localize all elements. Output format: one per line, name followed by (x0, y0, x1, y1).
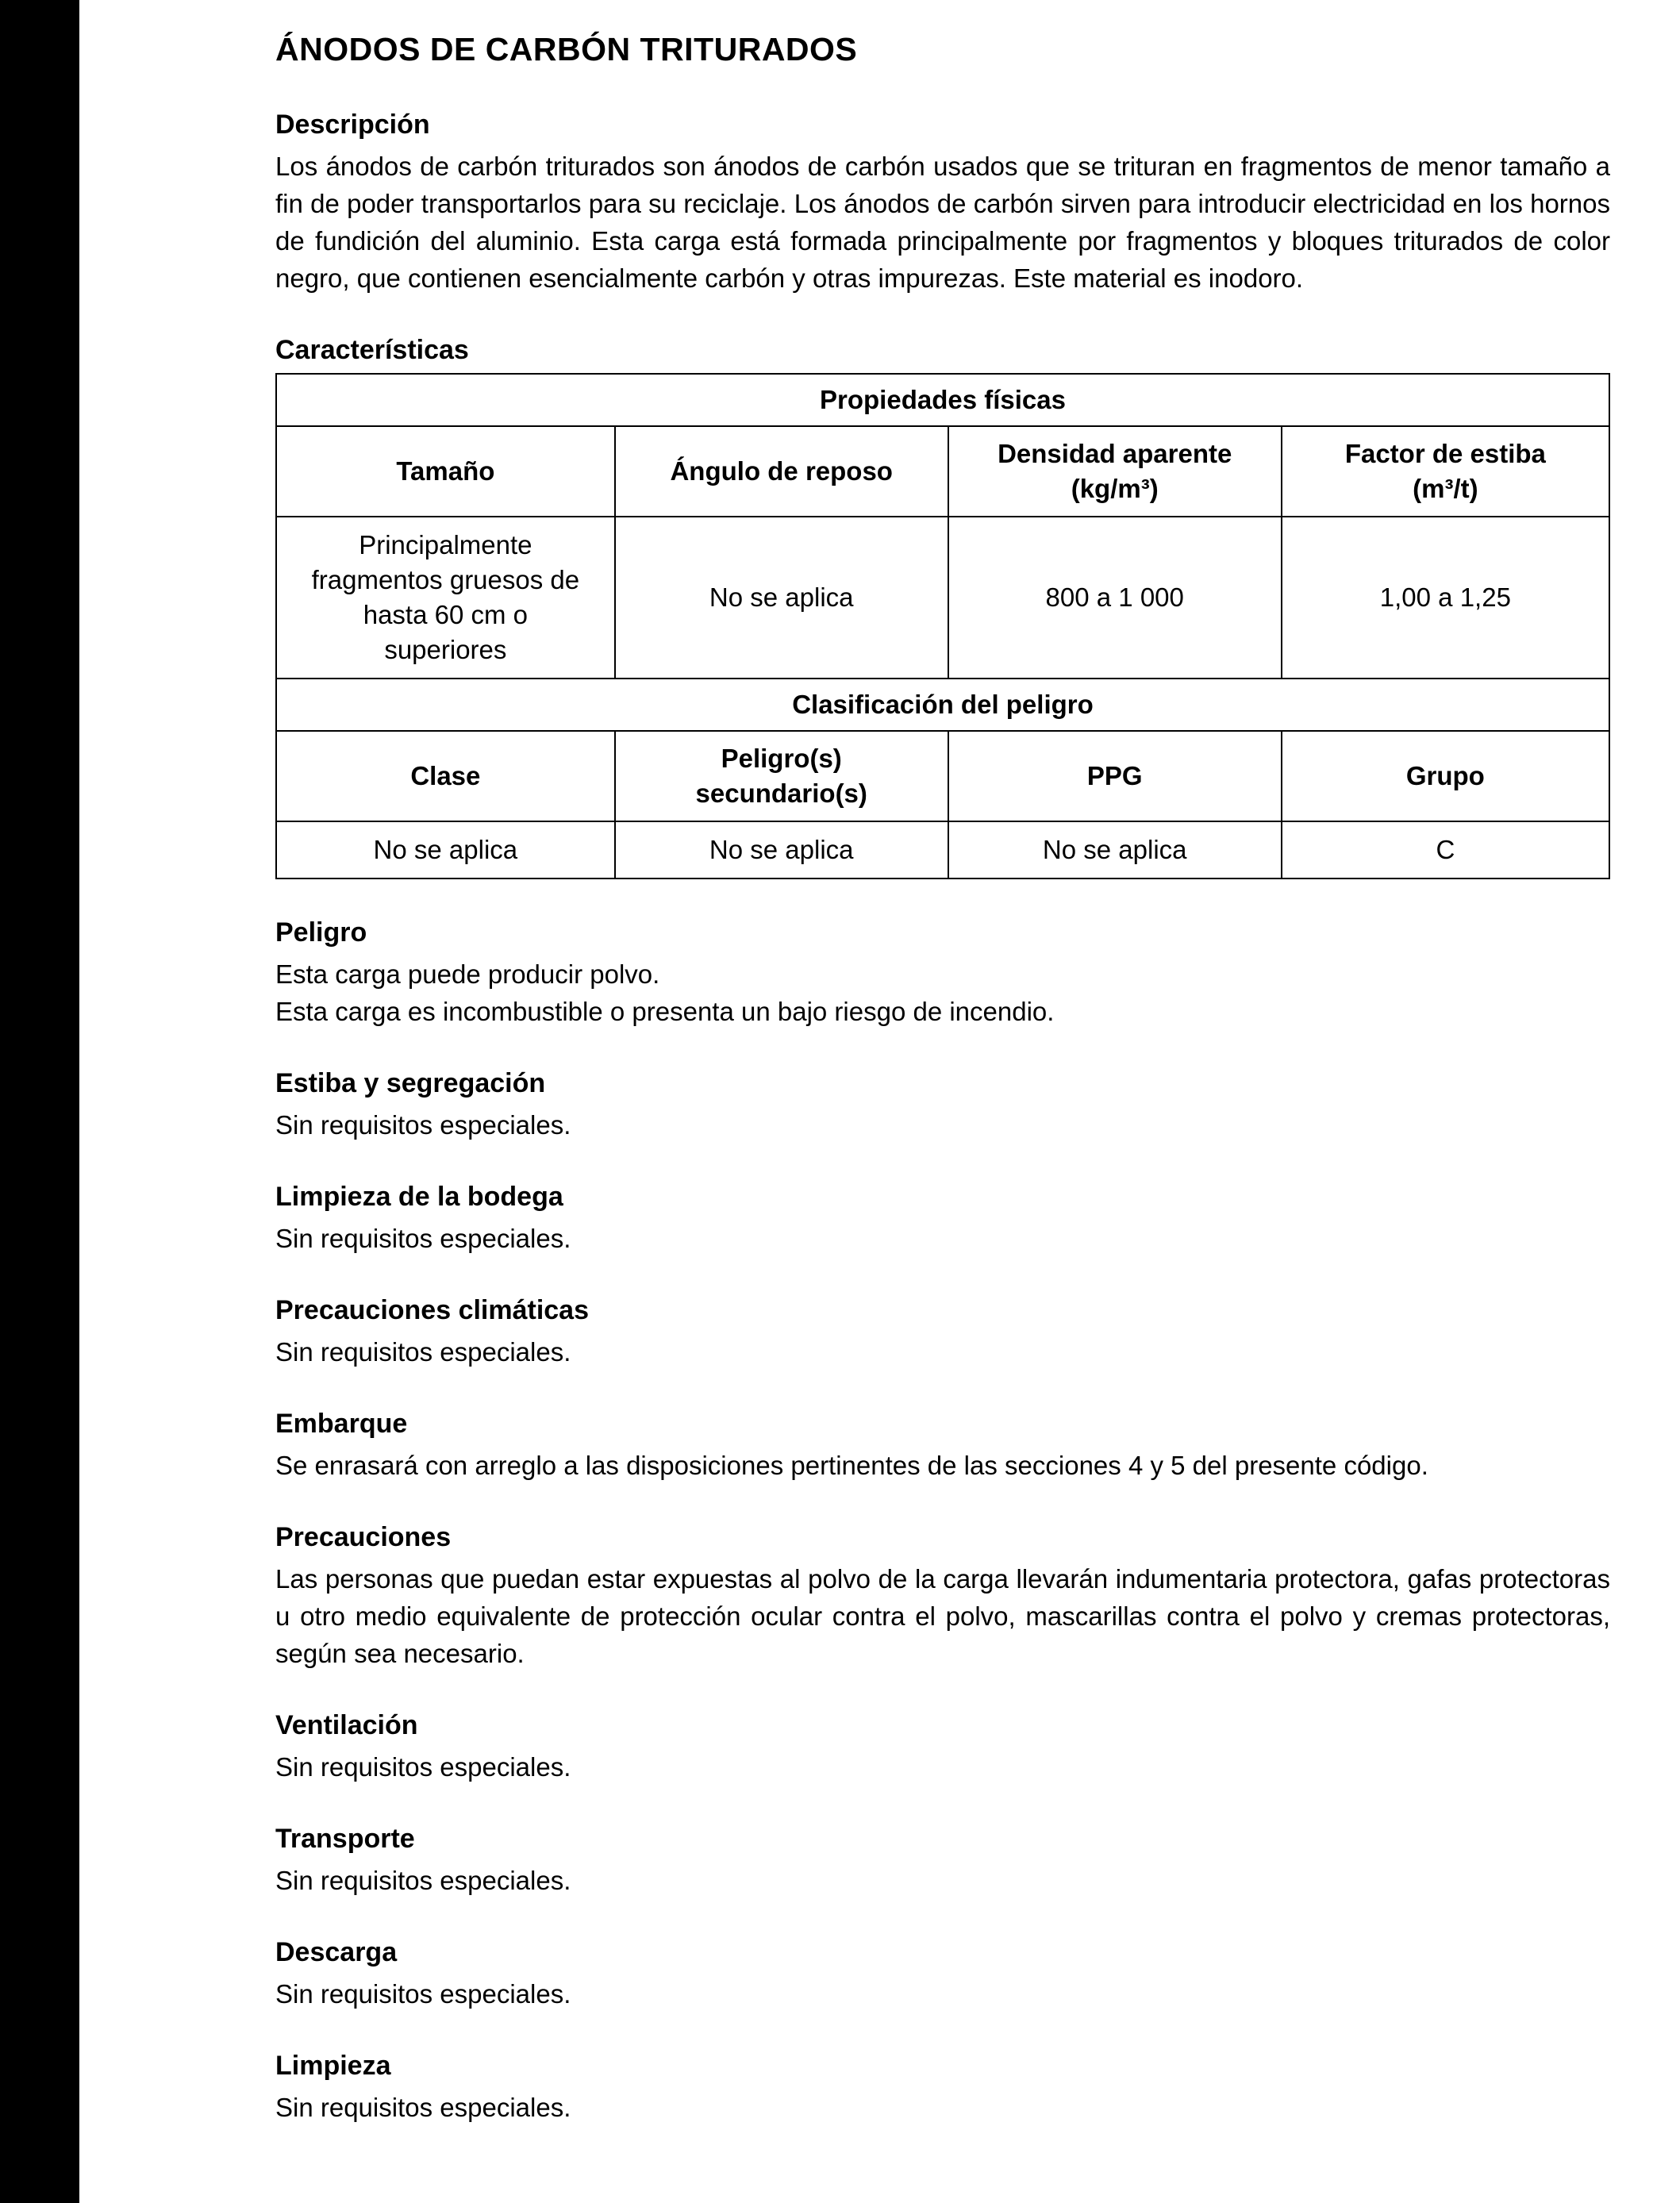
section-precauciones (275, 1521, 1610, 1672)
table-row-physical-headers (276, 426, 1609, 517)
header-angulo-de-reposo (615, 426, 948, 517)
section-text: Sin requisitos especiales. (275, 1224, 571, 1253)
section-limpieza (275, 2049, 1610, 2126)
section-precauciones-climaticas (275, 1294, 1610, 1371)
table-row-hazard-headers (276, 731, 1609, 821)
value-densidad-aparente: 800 a 1 000 (948, 517, 1282, 679)
section-text: Sin requisitos especiales. (275, 1110, 571, 1140)
document-title: ÁNODOS DE CARBÓN TRITURADOS (275, 31, 858, 67)
header-line: (kg/m³) (1071, 474, 1159, 503)
header-line: Tamaño (396, 456, 495, 486)
section-descripcion (275, 108, 1610, 297)
characteristics-table (275, 373, 1610, 879)
header-line: Peligro(s) (721, 744, 842, 773)
section-text: Se enrasará con arreglo a las disposiciones pertinentes de las secciones 4 y 5 del presente código. (275, 1451, 1428, 1480)
heading-limpieza-de-la-bodega: Limpieza de la bodega (275, 1182, 563, 1212)
heading-limpieza: Limpieza (275, 2051, 391, 2081)
section-limpieza-de-la-bodega (275, 1180, 1610, 1257)
section-embarque (275, 1407, 1610, 1484)
heading-transporte: Transporte (275, 1824, 415, 1854)
header-line: Clase (410, 761, 481, 790)
section-text: Sin requisitos especiales. (275, 1979, 571, 2009)
header-peligros-secundarios (615, 731, 948, 821)
hazard-classification-title: Clasificación del peligro (276, 679, 1609, 731)
section-transporte (275, 1822, 1610, 1899)
section-peligro (275, 916, 1610, 1030)
value-clase: No se aplica (276, 821, 615, 879)
section-text: Las personas que puedan estar expuestas al polvo de la carga llevarán indumentaria protectora, gafas protectoras u otro medio equivalente de protección ocular contra el polvo, mascarillas contra el polvo y cremas protectoras, según sea necesario. (275, 1564, 1610, 1668)
page-content (275, 30, 1610, 2126)
section-ventilacion (275, 1709, 1610, 1786)
header-densidad-aparente (948, 426, 1282, 517)
section-text: Esta carga es incombustible o presenta un bajo riesgo de incendio. (275, 997, 1055, 1026)
header-line: secundario(s) (695, 779, 867, 808)
section-estiba-y-segregacion (275, 1067, 1610, 1144)
value-angulo-de-reposo: No se aplica (615, 517, 948, 679)
header-line: PPG (1086, 761, 1143, 790)
table-row-hazard-title (276, 679, 1609, 731)
description-text: Los ánodos de carbón triturados son ánodos de carbón usados que se trituran en fragmentos de menor tamaño a fin de poder transportarlos para su reciclaje. Los ánodos de carbón sirven para introducir electricidad en los hornos de fundición del aluminio. Esta carga está formada principalmente por fragmentos y bloques triturados de color negro, que contienen esencialmente carbón y otras impurezas. Este material es inodoro. (275, 152, 1610, 293)
header-grupo (1282, 731, 1609, 821)
section-text: Sin requisitos especiales. (275, 2093, 571, 2122)
header-line: Ángulo de reposo (670, 456, 893, 486)
section-text: Sin requisitos especiales. (275, 1866, 571, 1895)
table-row-hazard-values (276, 821, 1609, 879)
section-text: Sin requisitos especiales. (275, 1337, 571, 1367)
section-text: Sin requisitos especiales. (275, 1752, 571, 1782)
table-row-physical-title (276, 374, 1609, 426)
heading-caracteristicas: Características (275, 335, 469, 365)
value-grupo: C (1282, 821, 1609, 879)
header-line: (m³/t) (1413, 474, 1478, 503)
value-peligros-secundarios: No se aplica (615, 821, 948, 879)
value-factor-de-estiba: 1,00 a 1,25 (1282, 517, 1609, 679)
table-row-physical-values (276, 517, 1609, 679)
header-line: Factor de estiba (1344, 439, 1546, 468)
value-tamano: Principalmente fragmentos gruesos de hasta 60 cm o superiores (276, 517, 615, 679)
header-line: Densidad aparente (998, 439, 1232, 468)
scan-binding-edge (0, 0, 79, 2203)
heading-precauciones: Precauciones (275, 1522, 452, 1552)
header-line: Grupo (1405, 761, 1485, 790)
header-tamano (276, 426, 615, 517)
heading-embarque: Embarque (275, 1409, 408, 1439)
header-factor-de-estiba (1282, 426, 1609, 517)
value-ppg: No se aplica (948, 821, 1282, 879)
heading-precauciones-climaticas: Precauciones climáticas (275, 1295, 590, 1325)
heading-descarga: Descarga (275, 1937, 398, 1967)
heading-descripcion: Descripción (275, 110, 430, 140)
physical-properties-title: Propiedades físicas (276, 374, 1609, 426)
heading-ventilacion: Ventilación (275, 1710, 418, 1740)
heading-estiba-y-segregacion: Estiba y segregación (275, 1068, 546, 1098)
section-text: Esta carga puede producir polvo. (275, 959, 660, 989)
section-caracteristicas (275, 333, 1610, 879)
section-descarga (275, 1936, 1610, 2013)
header-clase (276, 731, 615, 821)
heading-peligro: Peligro (275, 917, 367, 948)
header-ppg (948, 731, 1282, 821)
